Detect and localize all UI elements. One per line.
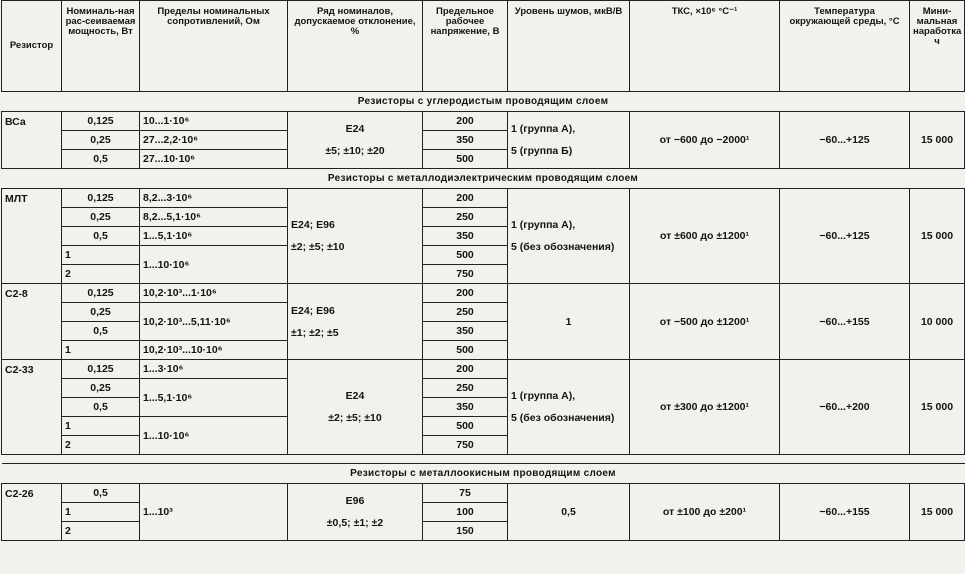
section-title-metal-oxide: Резисторы с металлоокисным проводящим слоем: [2, 464, 965, 484]
tolerance-value: ±1; ±2; ±5: [291, 326, 339, 339]
power-cell: 0,25: [62, 208, 140, 227]
range-cell: 27...10·10⁶: [140, 150, 288, 169]
power-cell: 0,25: [62, 379, 140, 398]
noise-line-2: 5 (без обозначения): [511, 412, 615, 424]
power-cell: 0,25: [62, 131, 140, 150]
voltage-cell: 500: [423, 417, 508, 436]
header-series: Ряд номиналов, допускаемое отклонение, %: [288, 1, 423, 92]
resistor-name: МЛТ: [2, 189, 62, 284]
table-row: [2, 484, 965, 503]
tolerance-value: ±2; ±5; ±10: [328, 412, 382, 424]
tks-cell: от ±600 до ±1200¹: [630, 189, 780, 284]
power-cell: 0,5: [62, 484, 140, 503]
voltage-cell: 350: [423, 398, 508, 417]
noise-cell: [508, 189, 630, 284]
power-cell: 1: [62, 417, 140, 436]
tolerance-value: ±5; ±10; ±20: [325, 145, 385, 157]
power-cell: 0,25: [62, 303, 140, 322]
voltage-cell: 200: [423, 360, 508, 379]
voltage-cell: 250: [423, 379, 508, 398]
voltage-cell: 750: [423, 265, 508, 284]
power-cell: 0,125: [62, 284, 140, 303]
range-cell: 8,2...5,1·10⁶: [140, 208, 288, 227]
voltage-cell: 250: [423, 208, 508, 227]
series-value: E96: [345, 495, 365, 507]
header-tks: ТКС, ×10⁶ °С⁻¹: [630, 1, 780, 92]
range-cell: 1...3·10⁶: [140, 360, 288, 379]
power-cell: 1: [62, 503, 140, 522]
series-cell: [288, 112, 423, 169]
series-cell: [288, 189, 423, 284]
header-temperature: Температура окружающей среды, °С: [780, 1, 910, 92]
temperature-cell: −60...+200: [780, 360, 910, 455]
tolerance-value: ±2; ±5; ±10: [291, 241, 345, 253]
range-cell: 1...10³: [140, 484, 288, 541]
section-title-carbon: Резисторы с углеродистым проводящим слоем: [2, 92, 965, 112]
range-cell: 10,2·10³...10·10⁶: [140, 341, 288, 360]
noise-line-1: 1 (группа А),: [511, 123, 576, 135]
range-cell: 10,2·10³...1·10⁶: [140, 284, 288, 303]
header-life: Мини-мальная наработка ч: [910, 1, 965, 92]
power-cell: 2: [62, 265, 140, 284]
power-cell: 0,5: [62, 322, 140, 341]
tks-cell: от −600 до −2000¹: [630, 112, 780, 169]
power-cell: 0,5: [62, 150, 140, 169]
power-cell: 2: [62, 436, 140, 455]
tks-cell: от −500 до ±1200¹: [630, 284, 780, 360]
power-cell: 0,5: [62, 227, 140, 246]
tolerance-value: ±0,5; ±1; ±2: [326, 517, 384, 529]
section-title-metal-dielectric: Резисторы с металлодиэлектрическим проводящим слоем: [2, 169, 965, 189]
voltage-cell: 350: [423, 227, 508, 246]
series-cell: [288, 284, 423, 360]
series-cell: [288, 360, 423, 455]
resistor-specs-table: [1, 0, 965, 541]
resistor-name: С2-26: [2, 484, 62, 541]
series-value: E24: [345, 390, 365, 402]
resistor-name: ВСа: [2, 112, 62, 169]
table-row: [2, 189, 965, 208]
power-cell: 0,125: [62, 112, 140, 131]
voltage-cell: 350: [423, 322, 508, 341]
header-resistance: Пределы номинальных сопротивлений, Ом: [140, 1, 288, 92]
header-noise: Уровень шумов, мкВ/В: [508, 1, 630, 92]
temperature-cell: −60...+155: [780, 284, 910, 360]
temperature-cell: −60...+125: [780, 112, 910, 169]
life-cell: 15 000: [910, 112, 965, 169]
power-cell: 0,125: [62, 189, 140, 208]
range-cell: 10,2·10³...5,11·10⁶: [140, 303, 288, 341]
range-cell: 1...5,1·10⁶: [140, 227, 288, 246]
range-cell: 1...10·10⁶: [140, 417, 288, 455]
voltage-cell: 350: [423, 131, 508, 150]
noise-cell: [508, 112, 630, 169]
noise-cell: 0,5: [508, 484, 630, 541]
voltage-cell: 150: [423, 522, 508, 541]
life-cell: 10 000: [910, 284, 965, 360]
noise-line-2: 5 (без обозначения): [511, 241, 615, 253]
header-power: Номиналь-ная рас-сеиваемая мощность, Вт: [62, 1, 140, 92]
series-value: E24; E96: [291, 219, 335, 231]
power-cell: 1: [62, 341, 140, 360]
header-voltage: Предельное рабочее напряжение, В: [423, 1, 508, 92]
noise-line-2: 5 (группа Б): [511, 145, 573, 157]
voltage-cell: 750: [423, 436, 508, 455]
resistor-name: С2-33: [2, 360, 62, 455]
power-cell: 0,5: [62, 398, 140, 417]
life-cell: 15 000: [910, 484, 965, 541]
voltage-cell: 250: [423, 303, 508, 322]
range-cell: 1...5,1·10⁶: [140, 379, 288, 417]
series-cell: [288, 484, 423, 541]
range-cell: 1...10·10⁶: [140, 246, 288, 284]
range-cell: 27...2,2·10⁶: [140, 131, 288, 150]
voltage-cell: 500: [423, 150, 508, 169]
series-value: E24: [345, 123, 365, 135]
power-cell: 2: [62, 522, 140, 541]
power-cell: 1: [62, 246, 140, 265]
voltage-cell: 500: [423, 341, 508, 360]
table-row: [2, 284, 965, 303]
life-cell: 15 000: [910, 189, 965, 284]
power-cell: 0,125: [62, 360, 140, 379]
series-value: E24; E96: [291, 304, 335, 317]
noise-line-1: 1 (группа А),: [511, 390, 576, 402]
voltage-cell: 100: [423, 503, 508, 522]
table-row: [2, 360, 965, 379]
header-row: [2, 1, 965, 92]
temperature-cell: −60...+125: [780, 189, 910, 284]
range-cell: 10...1·10⁶: [140, 112, 288, 131]
tks-cell: от ±300 до ±1200¹: [630, 360, 780, 455]
voltage-cell: 200: [423, 189, 508, 208]
voltage-cell: 500: [423, 246, 508, 265]
range-cell: 8,2...3·10⁶: [140, 189, 288, 208]
header-resistor: Резистор: [2, 1, 62, 92]
noise-cell: [508, 360, 630, 455]
tks-cell: от ±100 до ±200¹: [630, 484, 780, 541]
voltage-cell: 200: [423, 284, 508, 303]
temperature-cell: −60...+155: [780, 484, 910, 541]
noise-line-1: 1 (группа А),: [511, 219, 576, 231]
life-cell: 15 000: [910, 360, 965, 455]
table-row: [2, 112, 965, 131]
spacer: [2, 455, 965, 464]
resistor-name: С2-8: [2, 284, 62, 360]
noise-cell: 1: [508, 284, 630, 360]
voltage-cell: 200: [423, 112, 508, 131]
voltage-cell: 75: [423, 484, 508, 503]
